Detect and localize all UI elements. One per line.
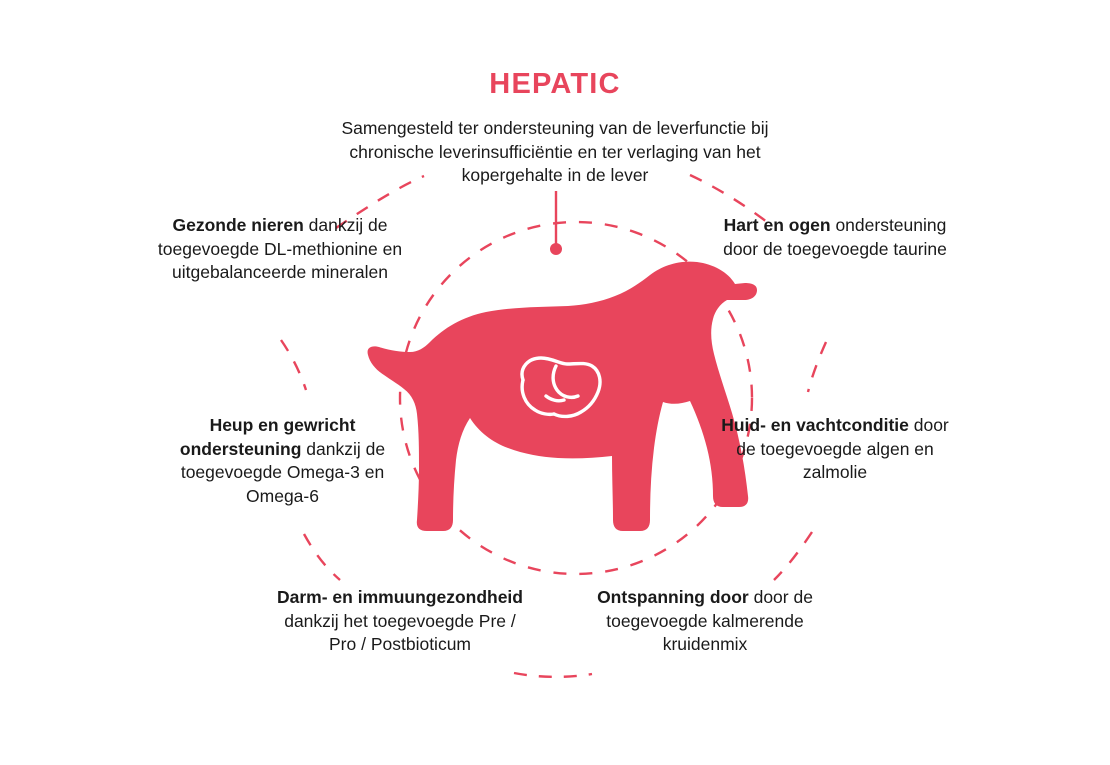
callout-hip-bold: Heup en gewricht ondersteuning	[179, 415, 356, 459]
callout-heart-bold: Hart en ogen	[723, 215, 831, 235]
leader-line-kidney-hip	[281, 340, 306, 390]
callout-skin-text: door de toegevoegde algen en zalmolie	[736, 415, 949, 483]
callout-skin	[710, 414, 960, 485]
leader-line-skin-relax	[774, 532, 812, 580]
leader-line-heart-skin	[808, 342, 826, 392]
callout-gut-text: dankzij het toegevoegde Pre / Pro / Postbioticum	[284, 610, 516, 655]
callout-top-text: Samengesteld ter ondersteuning van de leverfunctie bij chronische leverinsufficiëntie en ter verlaging van het kopergehalte in de lever	[341, 118, 769, 186]
dog-silhouette-icon	[368, 262, 757, 531]
callout-hip-text: dankzij de toegevoegde Omega-3 en Omega-6	[180, 438, 386, 506]
callout-heart	[710, 214, 960, 261]
callout-gut-bold: Darm- en immuungezondheid	[277, 587, 523, 607]
leader-line-hip-gut	[304, 534, 340, 580]
callout-hip	[150, 414, 415, 509]
top-connector-dot	[550, 243, 562, 255]
callout-heart-text: ondersteuning door de toegevoegde taurine	[723, 215, 947, 259]
callout-skin-bold: Huid- en vachtconditie	[721, 415, 909, 435]
leader-line-bottom	[514, 673, 592, 677]
callout-gut	[270, 586, 530, 657]
callout-relax	[580, 586, 830, 657]
page-title: HEPATIC	[489, 68, 621, 100]
callout-kidney-text: dankzij de toegevoegde DL-methionine en uitgebalanceerde mineralen	[157, 215, 403, 283]
callout-relax-text: door de toegevoegde kalmerende kruidenmix	[606, 587, 813, 655]
callout-kidney	[145, 214, 415, 285]
callout-kidney-bold: Gezonde nieren	[172, 215, 304, 235]
callout-top	[300, 117, 810, 188]
callout-relax-bold: Ontspanning door	[597, 587, 749, 607]
